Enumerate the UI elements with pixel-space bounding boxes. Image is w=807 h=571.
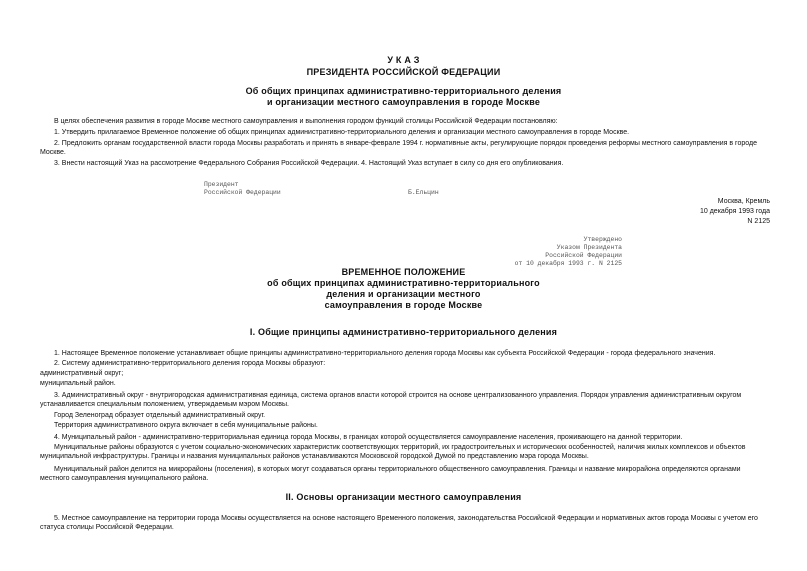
signature-role-line1: Президент bbox=[204, 181, 239, 188]
section-2-heading: II. Основы организации местного самоуправления bbox=[285, 492, 522, 502]
approval-line2: Указом Президента bbox=[556, 244, 622, 251]
regulation-subtitle-line1: об общих принципах административно-территориального bbox=[267, 278, 540, 288]
decree-number: N 2125 bbox=[747, 218, 770, 225]
section-1-point-4: 4. Муниципальный район - административно-территориальная единица города Москвы, в границах которой осуществляется самоуправление населения, проживающего на данной территории. bbox=[54, 434, 683, 441]
approval-line4: от 10 декабря 1993 г. N 2125 bbox=[514, 260, 622, 267]
approval-line1: Утверждено bbox=[583, 236, 622, 243]
regulation-title: ВРЕМЕННОЕ ПОЛОЖЕНИЕ bbox=[341, 267, 466, 277]
decree-title: У К А З bbox=[387, 55, 420, 65]
section-1-point-4-microdistricts: Муниципальный район делится на микрорайоны (поселения), в которых могут создаваться органы территориального общественного самоуправления. Границы и название микрорайона определяются органами местного самоуправления муниципального района. bbox=[40, 466, 741, 482]
decree-date: 10 декабря 1993 года bbox=[699, 208, 770, 215]
regulation-subtitle-line3: самоуправления в городе Москве bbox=[324, 300, 483, 310]
decree-place: Москва, Кремль bbox=[717, 198, 770, 205]
decree-subtitle-line2: и организации местного самоуправления в городе Москве bbox=[266, 97, 541, 107]
decree-issuer: ПРЕЗИДЕНТА РОССИЙСКОЙ ФЕДЕРАЦИИ bbox=[306, 67, 501, 77]
section-1-point-2: 2. Систему административно-территориального деления города Москвы образуют: bbox=[54, 360, 326, 367]
section-1-point-4-formation: Муниципальные районы образуются с учетом социально-экономических характеристик соответствующих территорий, их градостроительных и исторических особенностей, наличия жилых комплексов и объектов муниципальной инфраструктуры. Границы и названия муниципальных районов устанавливаются Московской городской Думой по представлению мэра города Москвы. bbox=[40, 444, 746, 460]
section-1-point-2-item-b: муниципальный район. bbox=[40, 380, 116, 387]
decree-intro: В целях обеспечения развития в городе Москве местного самоуправления и выполнения городом функций столицы Российской Федерации постановляю: bbox=[54, 118, 558, 125]
decree-point-3-4: 3. Внести настоящий Указ на рассмотрение Федерального Собрания Российской Федерации. 4. Настоящий Указ вступает в силу со дня его опубликования. bbox=[54, 160, 564, 167]
section-1-point-3-territory: Территория административного округа включает в себя муниципальные районы. bbox=[54, 422, 318, 429]
decree-subtitle-line1: Об общих принципах административно-территориального деления bbox=[245, 86, 562, 96]
section-1-point-3-zelenograd: Город Зеленоград образует отдельный административный округ. bbox=[54, 412, 266, 419]
section-1-heading: I. Общие принципы административно-территориального деления bbox=[249, 327, 558, 337]
section-1-point-2-item-a: административный округ; bbox=[40, 370, 124, 377]
approval-line3: Российской Федерации bbox=[545, 252, 622, 259]
decree-point-1: 1. Утвердить прилагаемое Временное положение об общих принципах административно-территориального деления и организации местного самоуправления в городе Москве. bbox=[54, 129, 630, 136]
signature-role-line2: Российской Федерации bbox=[204, 189, 281, 196]
decree-point-2: 2. Предложить органам государственной власти города Москвы разработать и принять в январе-феврале 1994 г. нормативные акты, регулирующие порядок проведения реформы местного самоуправления в городе Москве. bbox=[40, 140, 757, 156]
section-1-point-3: 3. Административный округ - внутригородская административная единица, система органов власти которой строится на основе централизованного управления. Порядок управления административным округом устанавливается специальным положением, утверждаемым мэром Москвы. bbox=[40, 392, 742, 408]
section-1-point-1: 1. Настоящее Временное положение устанавливает общие принципы административно-территориального деления города Москвы как субъекта Российской Федерации - города федерального значения. bbox=[54, 350, 716, 357]
signature-name: Б.Ельцин bbox=[408, 189, 439, 196]
section-2-point-5: 5. Местное самоуправление на территории города Москвы осуществляется на основе настоящего Временного положения, законодательства Российской Федерации и нормативных актов города Москвы с учетом его статуса столицы Российской Федерации. bbox=[40, 515, 758, 531]
regulation-subtitle-line2: деления и организации местного bbox=[326, 289, 481, 299]
